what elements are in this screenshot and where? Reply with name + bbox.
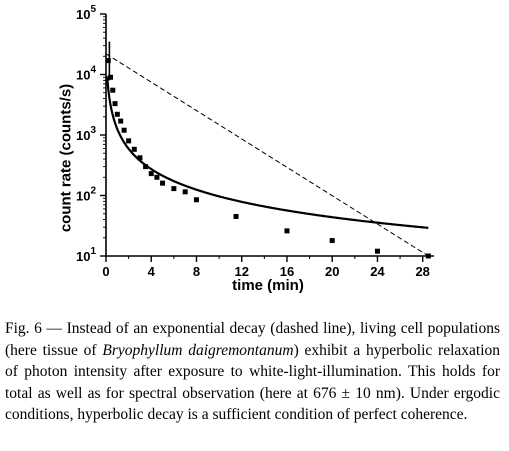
data-point	[132, 147, 137, 152]
x-tick-label: 12	[234, 264, 249, 279]
exponential-decay-line	[106, 54, 428, 256]
axis-frame	[106, 14, 434, 256]
data-point	[284, 228, 289, 233]
y-tick-label: $10^5$	[75, 4, 96, 22]
data-point	[106, 58, 111, 63]
x-tick-label: 8	[192, 264, 201, 279]
y-tick-label: $10^3$	[75, 125, 96, 143]
caption-prefix: Fig. 6 — Instead of an exponential decay (dashed line), living cell populations (here tissue of	[5, 320, 500, 359]
data-point	[234, 214, 239, 219]
data-point	[137, 155, 142, 160]
data-point	[330, 238, 335, 243]
data-point	[108, 75, 113, 80]
data-point	[375, 249, 380, 254]
data-point	[171, 186, 176, 191]
data-point	[118, 119, 123, 124]
data-point	[110, 88, 115, 93]
data-point	[113, 101, 118, 106]
x-tick-label: 16	[279, 264, 295, 279]
x-tick-label: 24	[370, 264, 385, 279]
caption-suffix: ) exhibit a hyperbolic relaxation of photon intensity after exposure to white-light-illumination. This holds for total as well as for spectral observation (here at 676 ± 10 nm). Under ergodic conditions, hyperbolic decay is a sufficient condition of perfect coherence.	[5, 341, 500, 423]
data-point	[160, 181, 165, 186]
data-point	[149, 171, 154, 176]
data-point	[126, 138, 131, 143]
figure-caption	[5, 318, 500, 426]
hyperbolic-fit-curve	[107, 76, 428, 228]
x-tick-label: 0	[102, 264, 110, 279]
x-tick-label: 20	[324, 264, 340, 279]
data-point	[154, 175, 159, 180]
data-point	[143, 164, 148, 169]
x-tick-label: 4	[147, 264, 155, 279]
caption-species: Bryophyllum daigremontanum	[102, 341, 294, 359]
data-point	[194, 197, 199, 202]
data-point	[115, 112, 120, 117]
x-axis-label: time (min)	[232, 277, 304, 294]
x-tick-label: 28	[415, 264, 430, 279]
y-axis-label: count rate (counts/s)	[57, 83, 75, 233]
y-tick-label: $10^1$	[75, 246, 96, 264]
data-point	[122, 128, 127, 133]
data-point	[426, 254, 431, 259]
data-point	[183, 189, 188, 194]
y-tick-label: $10^4$	[75, 64, 96, 83]
y-tick-label: $10^2$	[75, 185, 96, 204]
